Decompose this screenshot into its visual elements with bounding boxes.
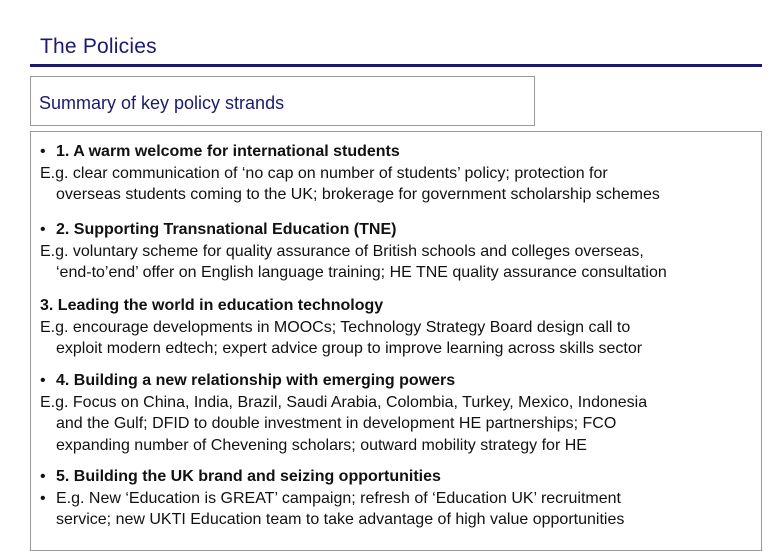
- strand-heading: 3. Leading the world in education technology: [40, 297, 384, 314]
- page-title: The Policies: [40, 35, 157, 58]
- subtitle-box: [30, 76, 535, 126]
- subtitle-text: Summary of key policy strands: [39, 93, 285, 113]
- strand-heading-text: 2. Supporting Transnational Education (TNE): [56, 221, 397, 238]
- strand-body-line: ‘end-to’end’ offer on English language training; HE TNE quality assurance consultation: [56, 264, 667, 281]
- strand-heading: [40, 466, 756, 488]
- strand-heading-text: 1. A warm welcome for international students: [56, 143, 400, 160]
- strand-heading: [40, 370, 756, 392]
- bullet: •: [40, 468, 46, 485]
- strand-body-text: E.g. New ‘Education is GREAT’ campaign; refresh of ‘Education UK’ recruitment: [56, 489, 621, 507]
- bullet: •: [40, 489, 46, 507]
- strand-body-line: E.g. clear communication of ‘no cap on number of students’ policy; protection for: [40, 164, 608, 182]
- strand-body-line: overseas students coming to the UK; brokerage for government scholarship schemes: [56, 186, 660, 203]
- bullet: •: [40, 372, 46, 389]
- strand-heading: [40, 219, 756, 241]
- bullet: •: [40, 143, 46, 160]
- policy-strand-1: [40, 141, 756, 206]
- policy-strands-box: [30, 131, 762, 551]
- policy-strand-5: [40, 466, 756, 531]
- strand-heading-text: 4. Building a new relationship with emerging powers: [56, 372, 456, 389]
- bullet: •: [40, 221, 46, 238]
- strand-body-line: [40, 488, 756, 510]
- strand-body-line: E.g. Focus on China, India, Brazil, Saudi Arabia, Colombia, Turkey, Mexico, Indonesia: [40, 393, 648, 411]
- strand-heading-text: 5. Building the UK brand and seizing opportunities: [56, 468, 441, 485]
- strand-body-line: expanding number of Chevening scholars; outward mobility strategy for HE: [56, 436, 587, 454]
- strand-body-line: E.g. encourage developments in MOOCs; Technology Strategy Board design call to: [40, 318, 631, 336]
- strand-body-line: exploit modern edtech; expert advice group to improve learning across skills sector: [56, 340, 643, 357]
- strand-body-line: and the Gulf; DFID to double investment in development HE partnerships; FCO: [56, 415, 617, 432]
- policy-strand-2: [40, 219, 756, 284]
- strand-body-line: E.g. voluntary scheme for quality assurance of British schools and colleges overseas,: [40, 242, 644, 260]
- strand-heading: [40, 141, 756, 163]
- title-divider: [30, 64, 762, 67]
- policy-strand-3: [40, 295, 756, 360]
- policy-strand-4: [40, 370, 756, 456]
- strand-body-line: service; new UKTI Education team to take advantage of high value opportunities: [56, 511, 625, 528]
